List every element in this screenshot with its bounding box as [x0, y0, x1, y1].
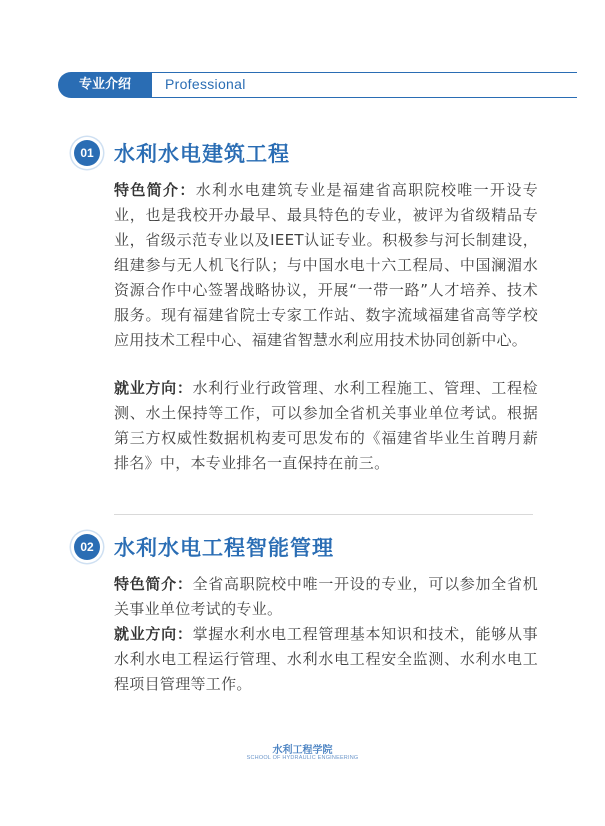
footer-school-name: 水利工程学院	[272, 745, 333, 756]
header-tab: 专业介绍	[58, 72, 152, 98]
section-career-paragraph	[114, 376, 538, 476]
section-career-paragraph	[114, 622, 538, 697]
section-number-badge: 01	[74, 140, 100, 166]
career-text: 掌握水利水电工程管理基本知识和技术，能够从事水利水电工程运行管理、水利水电工程安全监测、水利水电工程项目管理等工作。	[114, 625, 538, 693]
header-english-label: Professional	[165, 76, 246, 92]
section-number-badge: 02	[74, 534, 100, 560]
section-intro-paragraph	[114, 572, 538, 622]
section-title: 水利水电建筑工程	[114, 142, 290, 166]
intro-label: 特色简介：	[114, 181, 196, 199]
section-intro-paragraph	[114, 178, 538, 353]
intro-text: 全省高职院校中唯一开设的专业，可以参加全省机关事业单位考试的专业。	[114, 575, 538, 618]
intro-label: 特色简介：	[114, 575, 193, 593]
career-text: 水利行业行政管理、水利工程施工、管理、工程检测、水土保持等工作，可以参加全省机关事业单位考试。根据第三方权威性数据机构麦可思发布的《福建省毕业生首聘月薪排名》中，本专业排名一直保持在前三。	[114, 379, 538, 472]
career-label: 就业方向：	[114, 625, 193, 643]
section-divider	[114, 514, 533, 515]
intro-text: 水利水电建筑专业是福建省高职院校唯一开设专业，也是我校开办最早、最具特色的专业，被评为省级精品专业，省级示范专业以及IEET认证专业。积极参与河长制建设，组建参与无人机飞行队；与中国水电十六工程局、中国澜湄水资源合作中心签署战略协议，开展“一带一路”人才培养、技术服务。现有福建省院士专家工作站、数字流域福建省高等学校应用技术工程中心、福建省智慧水利应用技术协同创新中心。	[114, 181, 538, 349]
section-title: 水利水电工程智能管理	[114, 536, 334, 560]
career-label: 就业方向：	[114, 379, 193, 397]
footer-school-english: SCHOOL OF HYDRAULIC ENGINEERING	[246, 755, 359, 761]
